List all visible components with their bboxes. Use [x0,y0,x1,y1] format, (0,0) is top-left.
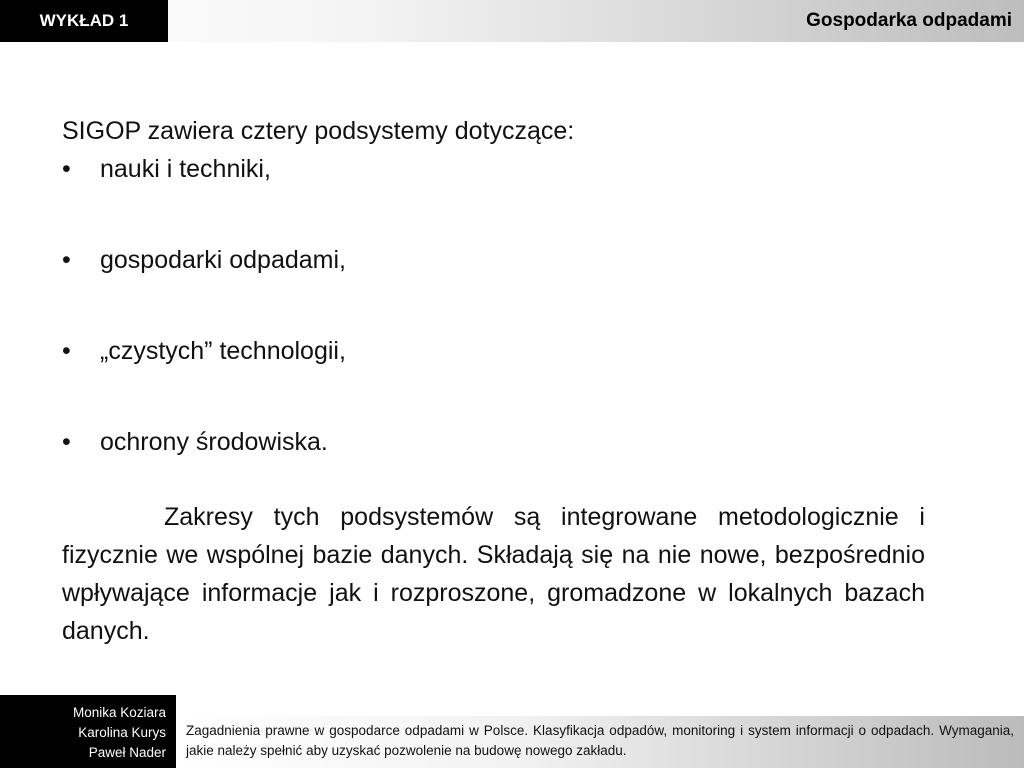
author-name: Karolina Kurys [78,725,166,740]
list-item-text: nauki i techniki, [100,155,271,183]
bullet-icon: • [62,337,71,365]
author-name: Monika Koziara [72,705,166,720]
slide-content [62,112,925,650]
bullet-icon: • [62,246,71,274]
deck-title: Gospodarka odpadami [806,10,1012,31]
bullet-icon: • [62,155,71,183]
body-paragraph: Zakresy tych podsystemów są integrowane metodologicznie i fizycznie we wspólnej bazie danych. Składają się na nie nowe, bezpośrednio wpływające informacje jak i rozproszone, gromadzone w lokalnych bazach danych. [62,503,925,645]
lecture-number-tag: WYKŁAD 1 [0,0,168,42]
list-item-text: „czystych” technologii, [100,337,346,365]
slide-header [0,0,1024,42]
footer-course-title: Zagadnienia prawne w gospodarce odpadami w Polsce. Klasyfikacja odpadów, monitoring i system informacji o odpadach. Wymagania, jakie należy spełnić aby uzyskać pozwolenie na budowę nowego zakładu. [176,716,1024,768]
bullet-icon: • [62,428,71,456]
list-item [62,241,925,279]
list-item-text: gospodarki odpadami, [100,246,346,274]
list-item [62,332,925,370]
subsystem-list [62,150,925,461]
footer-authors [0,695,176,768]
intro-text: SIGOP zawiera cztery podsystemy dotyczące: [62,117,575,145]
author-name: Paweł Nader [88,745,166,760]
list-item [62,423,925,461]
list-item [62,150,925,188]
list-item-text: ochrony środowiska. [100,428,328,456]
